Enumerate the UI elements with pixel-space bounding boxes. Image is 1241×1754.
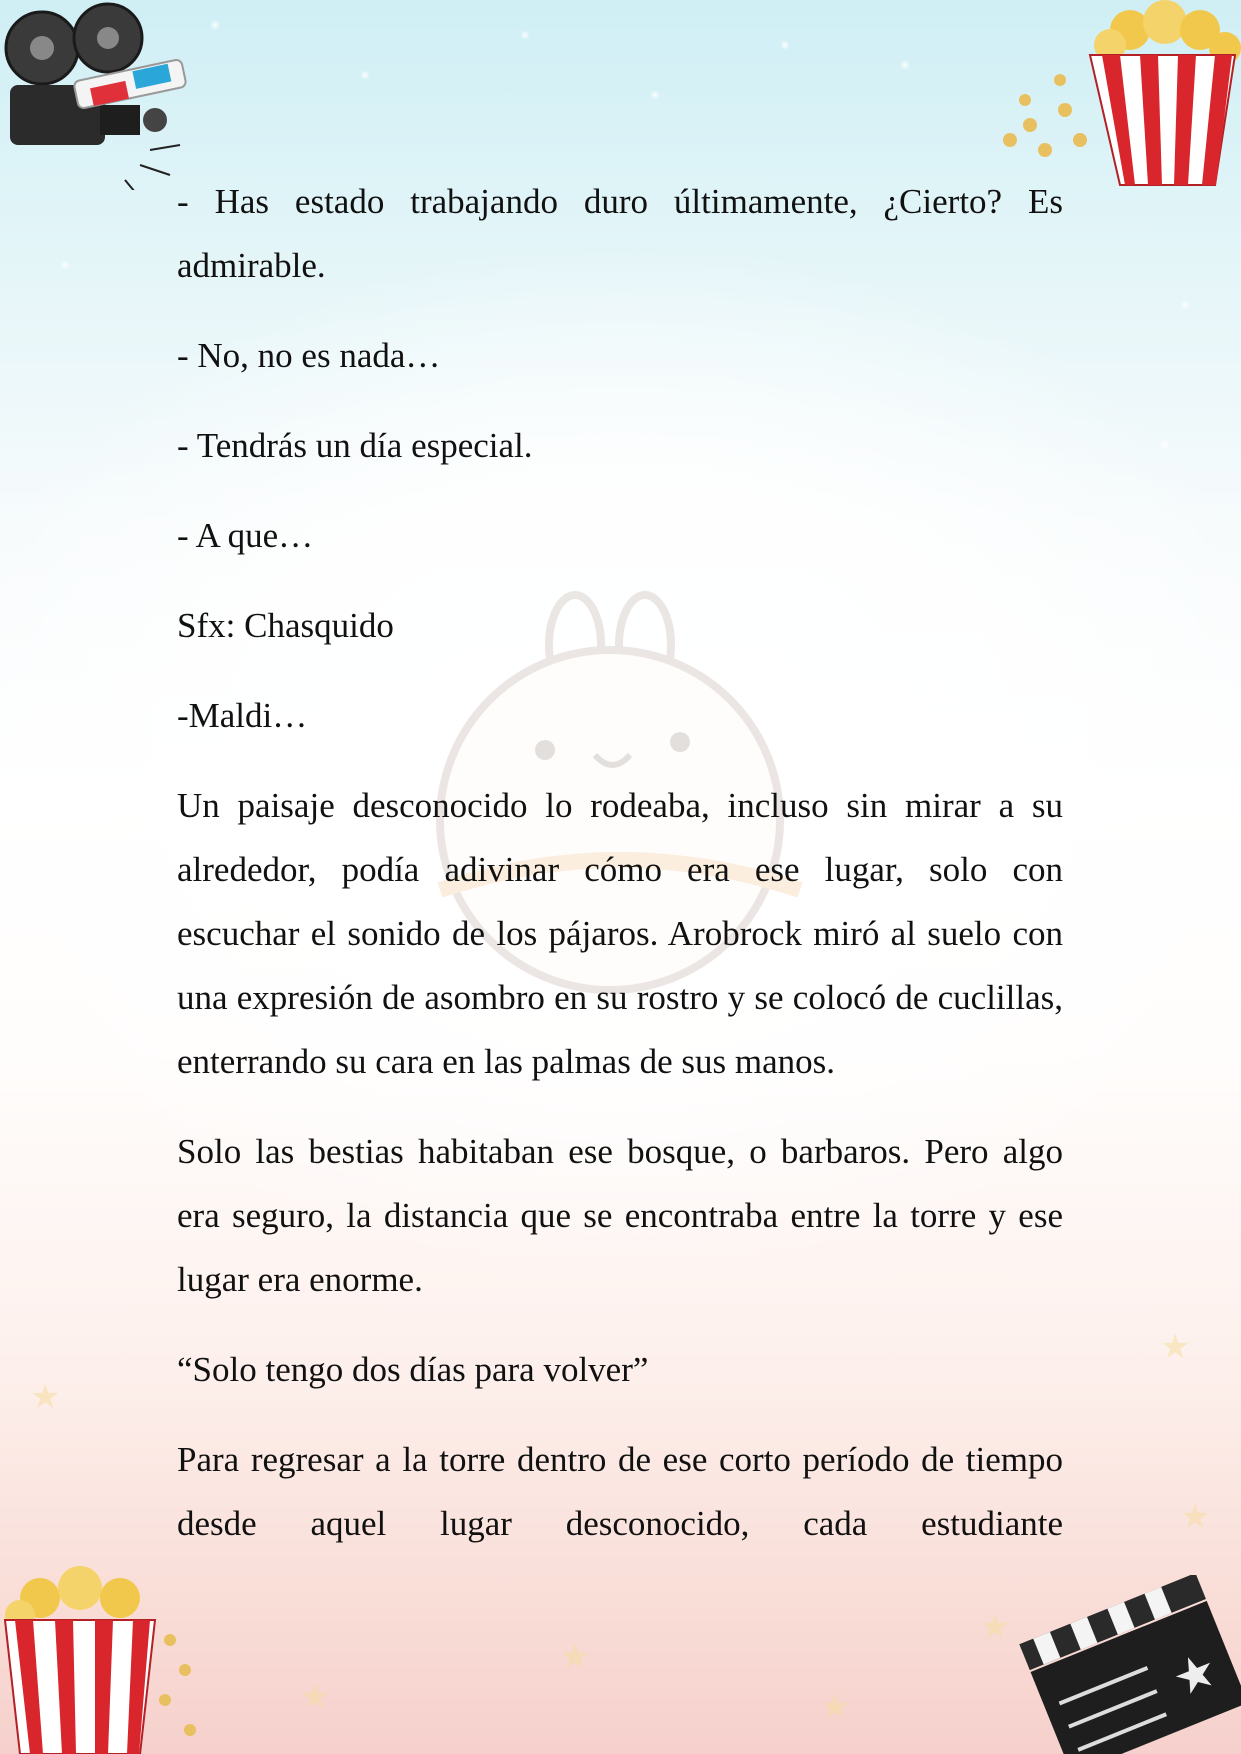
star-icon: ★	[1180, 1497, 1211, 1537]
sparkle	[520, 30, 530, 40]
document-body	[177, 170, 1063, 1582]
star-icon: ★	[1160, 1327, 1191, 1367]
star-icon: ★	[820, 1687, 851, 1727]
star-icon: ★	[980, 1607, 1011, 1647]
star-icon: ★	[30, 1377, 61, 1417]
sparkle	[1160, 440, 1170, 450]
sparkle	[780, 40, 790, 50]
sparkle	[210, 20, 220, 30]
sparkle	[900, 60, 910, 70]
svg-text:★: ★	[1164, 1640, 1226, 1709]
film-camera-icon	[0, 0, 190, 190]
sound-effect-line: Sfx: Chasquido	[177, 606, 394, 645]
narration-paragraph: Solo las bestias habitaban ese bosque, o barbaros. Pero algo era seguro, la distancia que se encontraba entre la torre y ese lugar era enorme.	[177, 1132, 1063, 1299]
dialogue-line: - Tendrás un día especial.	[177, 426, 533, 465]
sparkle	[650, 90, 660, 100]
dialogue-line: - Has estado trabajando duro últimamente, ¿Cierto? Es admirable.	[177, 182, 1063, 285]
thought-line: “Solo tengo dos días para volver”	[177, 1350, 649, 1389]
sparkle	[360, 70, 370, 80]
star-icon: ★	[300, 1677, 331, 1717]
narration-paragraph: Un paisaje desconocido lo rodeaba, incluso sin mirar a su alrededor, podía adivinar cómo era ese lugar, solo con escuchar el sonido de los pájaros. Arobrock miró al suelo con una expresión de asombro en su rostro y se colocó de cuclillas, enterrando su cara en las palmas de sus manos.	[177, 786, 1063, 1081]
sparkle	[60, 260, 70, 270]
narration-paragraph: Para regresar a la torre dentro de ese corto período de tiempo desde aquel lugar desconocido, cada estudiante	[177, 1440, 1063, 1543]
sparkle	[1180, 300, 1190, 310]
dialogue-line: -Maldi…	[177, 696, 308, 735]
popcorn-bucket-icon	[0, 1560, 210, 1754]
dialogue-line: - No, no es nada…	[177, 336, 441, 375]
clapperboard-icon	[1015, 1575, 1241, 1754]
star-icon: ★	[560, 1637, 591, 1677]
dialogue-line: - A que…	[177, 516, 314, 555]
popcorn-bucket-icon	[990, 0, 1241, 190]
